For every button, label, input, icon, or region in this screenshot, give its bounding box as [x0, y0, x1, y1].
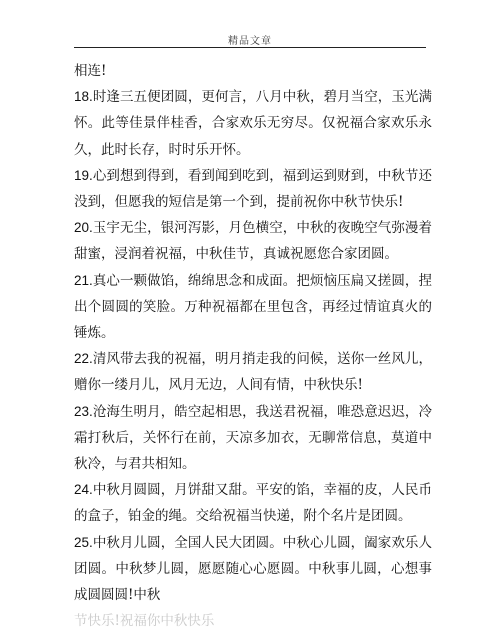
paragraph-text: 心到想到得到，看到闻到吃到，福到运到财到，中秋节还没到，但愿我的短信是第一个到，提前祝你中秋节快乐! [74, 167, 432, 211]
paragraph-21 [74, 268, 432, 347]
paragraph-number: 23. [74, 403, 93, 419]
paragraph-text: 相连! [74, 63, 107, 79]
faded-tail-text: 节快乐!祝福你中秋快乐 [74, 613, 215, 630]
paragraph-19 [74, 163, 432, 215]
article-body [74, 58, 432, 634]
paragraph-number: 18. [74, 89, 93, 105]
paragraph-text: 沧海生明月，皓空起相思，我送君祝福，唯恐意迟迟，冷霜打秋后，关怀行在前，天凉多加衣，无聊常信息，莫道中秋冷，与君共相知。 [74, 403, 432, 473]
paragraph-text: 时逢三五便团圆，更何言，八月中秋，碧月当空，玉光满怀。此等佳景伴桂香，合家欢乐无穷尽。仅祝福合家欢乐永久，此时长存，时时乐开怀。 [74, 89, 432, 158]
paragraph-18 [74, 84, 432, 163]
header-rule [74, 47, 426, 48]
paragraph-22 [74, 346, 432, 398]
paragraph-20 [74, 215, 432, 267]
paragraph-continuation [74, 58, 432, 84]
paragraph-23 [74, 399, 432, 478]
paragraph-number: 25. [74, 534, 93, 550]
paragraph-text: 真心一颗做馅，绵绵思念和成面。把烦恼压扁又搓圆，捏出个圆圆的笑脸。万种祝福都在里包含，再经过情谊真火的锤炼。 [74, 272, 432, 342]
page-header-title: 精品文章 [228, 36, 272, 47]
paragraph-text: 玉宇无尘，银河泻影，月色横空，中秋的夜晚空气弥漫着甜蜜，浸润着祝福，中秋佳节，真诚祝愿您合家团圆。 [74, 220, 432, 263]
paragraph-number: 24. [74, 482, 93, 498]
paragraph-text: 清风带去我的祝福，明月捎走我的问候，送你一丝风儿，赠你一缕月儿，风月无边，人间有情，中秋快乐! [74, 351, 432, 394]
paragraph-number: 22. [74, 351, 93, 367]
paragraph-24 [74, 477, 432, 529]
paragraph-text: 中秋月儿圆，全国人民大团圆。中秋心儿圆，阖家欢乐人团圆。中秋梦儿圆，愿愿随心心愿圆。中秋事儿圆，心想事成圆圆圆!中秋 [74, 534, 432, 604]
paragraph-number: 20. [74, 220, 93, 236]
paragraph-number: 21. [74, 272, 93, 288]
paragraph-number: 19. [74, 167, 93, 183]
paragraph-text: 中秋月圆圆，月饼甜又甜。平安的馅，幸福的皮，人民币的盒子，铂金的绳。交给祝福当快递，附个名片是团圆。 [74, 482, 432, 525]
paragraph-25 [74, 530, 432, 609]
